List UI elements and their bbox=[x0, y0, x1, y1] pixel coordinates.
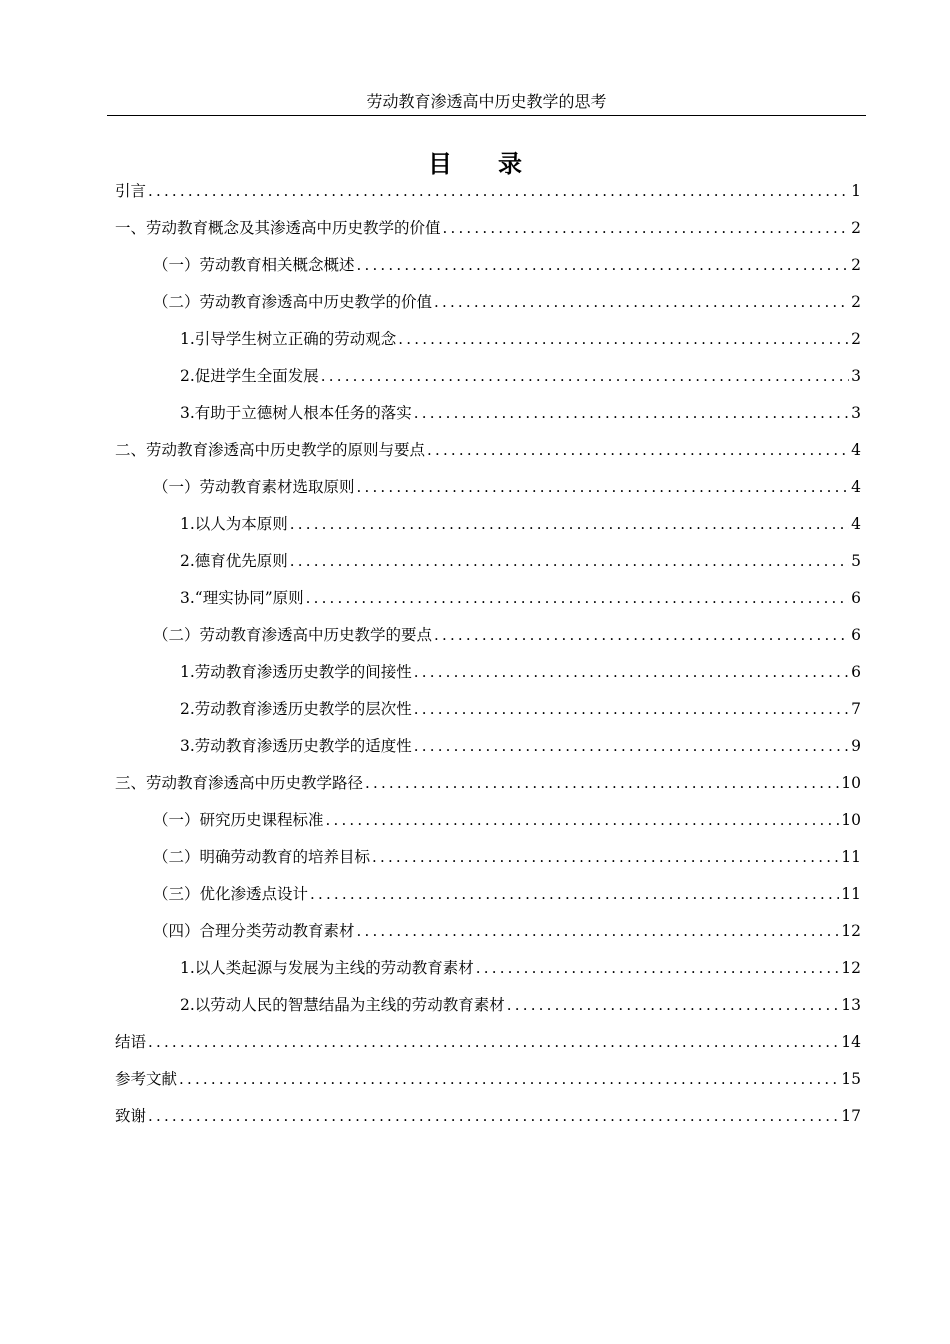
toc-page-number: 4 bbox=[851, 515, 861, 533]
toc-leader-dots bbox=[321, 365, 849, 387]
toc-page-number: 2 bbox=[851, 330, 861, 348]
toc-entry[interactable] bbox=[115, 698, 861, 735]
toc-page-number: 9 bbox=[851, 737, 861, 755]
toc-entry-text: （二）劳动教育渗透高中历史教学的要点 bbox=[153, 626, 433, 644]
toc-entry-text: 1.引导学生树立正确的劳动观念 bbox=[180, 330, 397, 348]
toc-leader-dots bbox=[357, 476, 850, 498]
toc-entry[interactable] bbox=[115, 1068, 861, 1105]
toc-entry[interactable] bbox=[115, 735, 861, 772]
toc-entry[interactable] bbox=[115, 1031, 861, 1068]
toc-leader-dots bbox=[476, 957, 839, 979]
toc-page-number: 3 bbox=[851, 404, 861, 422]
toc-leader-dots bbox=[357, 254, 850, 276]
toc-entry[interactable] bbox=[115, 254, 861, 291]
toc-entry[interactable] bbox=[115, 661, 861, 698]
toc-page-number: 13 bbox=[841, 996, 861, 1014]
toc-entry-text: 2.德育优先原则 bbox=[180, 552, 288, 570]
toc-entry-text: （一）研究历史课程标准 bbox=[153, 811, 324, 829]
toc-entry-text: （二）明确劳动教育的培养目标 bbox=[153, 848, 371, 866]
toc-leader-dots bbox=[414, 661, 849, 683]
toc-entry[interactable] bbox=[115, 994, 861, 1031]
toc-entry-text: 三、劳动教育渗透高中历史教学路径 bbox=[115, 774, 364, 792]
toc-entry[interactable] bbox=[115, 957, 861, 994]
toc-page-number: 11 bbox=[841, 848, 861, 866]
toc-entry-text: 引言 bbox=[115, 182, 147, 200]
toc-leader-dots bbox=[372, 846, 839, 868]
toc-page-number: 2 bbox=[851, 293, 861, 311]
toc-page-number: 6 bbox=[851, 663, 861, 681]
toc-page-number: 3 bbox=[851, 367, 861, 385]
toc-entry-text: 结语 bbox=[115, 1033, 147, 1051]
toc-leader-dots bbox=[310, 883, 839, 905]
toc-page-number: 5 bbox=[851, 552, 861, 570]
toc-entry[interactable] bbox=[115, 846, 861, 883]
toc-leader-dots bbox=[443, 217, 850, 239]
toc-page-number: 6 bbox=[851, 589, 861, 607]
toc-entry-text: （二）劳动教育渗透高中历史教学的价值 bbox=[153, 293, 433, 311]
toc-leader-dots bbox=[414, 402, 849, 424]
toc-leader-dots bbox=[414, 735, 849, 757]
toc-entry[interactable] bbox=[115, 513, 861, 550]
toc-page-number: 10 bbox=[841, 811, 861, 829]
toc-leader-dots bbox=[290, 550, 849, 572]
toc-leader-dots bbox=[507, 994, 839, 1016]
toc-entry[interactable] bbox=[115, 402, 861, 439]
toc-page-number: 12 bbox=[841, 922, 861, 940]
toc-page-number: 4 bbox=[851, 441, 861, 459]
toc-entry-text: 二、劳动教育渗透高中历史教学的原则与要点 bbox=[115, 441, 426, 459]
toc-entry[interactable] bbox=[115, 883, 861, 920]
toc-title: 目录 bbox=[428, 149, 568, 178]
toc-entry[interactable] bbox=[115, 920, 861, 957]
toc-page-number: 12 bbox=[841, 959, 861, 977]
toc-entry[interactable] bbox=[115, 217, 861, 254]
toc-entry[interactable] bbox=[115, 550, 861, 587]
toc-entry-text: 1.劳动教育渗透历史教学的间接性 bbox=[180, 663, 412, 681]
toc-entry-text: 1.以人为本原则 bbox=[180, 515, 288, 533]
toc-entry[interactable] bbox=[115, 439, 861, 476]
toc-entry[interactable] bbox=[115, 365, 861, 402]
toc-leader-dots bbox=[398, 328, 849, 350]
running-header-title: 劳动教育渗透高中历史教学的思考 bbox=[366, 92, 607, 111]
toc-entry-text: （一）劳动教育相关概念概述 bbox=[153, 256, 355, 274]
toc-entry-text: 一、劳动教育概念及其渗透高中历史教学的价值 bbox=[115, 219, 441, 237]
toc-page-number: 2 bbox=[851, 219, 861, 237]
toc-entry-text: 致谢 bbox=[115, 1107, 147, 1125]
toc-entry[interactable] bbox=[115, 328, 861, 365]
toc-entry-text: （四）合理分类劳动教育素材 bbox=[153, 922, 355, 940]
toc-entry[interactable] bbox=[115, 476, 861, 513]
toc-page-number: 1 bbox=[851, 182, 861, 200]
toc-page-number: 11 bbox=[841, 885, 861, 903]
toc-entry-text: 2.促进学生全面发展 bbox=[180, 367, 319, 385]
toc-leader-dots bbox=[326, 809, 840, 831]
toc-page-number: 17 bbox=[841, 1107, 861, 1125]
toc-page-number: 15 bbox=[841, 1070, 861, 1088]
toc-leader-dots bbox=[306, 587, 849, 609]
toc-leader-dots bbox=[434, 291, 849, 313]
toc-leader-dots bbox=[290, 513, 849, 535]
toc-entry[interactable] bbox=[115, 291, 861, 328]
toc-entry[interactable] bbox=[115, 587, 861, 624]
toc-page-number: 2 bbox=[851, 256, 861, 274]
toc-entry-text: 2.以劳动人民的智慧结晶为主线的劳动教育素材 bbox=[180, 996, 505, 1014]
toc-leader-dots bbox=[365, 772, 839, 794]
toc-entry-text: 3.“理实协同”原则 bbox=[180, 589, 304, 607]
toc-entry[interactable] bbox=[115, 180, 861, 217]
toc-page-number: 10 bbox=[841, 774, 861, 792]
toc-leader-dots bbox=[357, 920, 840, 942]
toc-leader-dots bbox=[148, 1105, 839, 1127]
toc-entry-text: 参考文献 bbox=[115, 1070, 178, 1088]
toc-leader-dots bbox=[148, 1031, 839, 1053]
table-of-contents bbox=[115, 180, 861, 1142]
toc-leader-dots bbox=[427, 439, 849, 461]
toc-page-number: 6 bbox=[851, 626, 861, 644]
toc-leader-dots bbox=[148, 180, 849, 202]
toc-leader-dots bbox=[414, 698, 849, 720]
toc-entry-text: 3.有助于立德树人根本任务的落实 bbox=[180, 404, 412, 422]
toc-entry-text: （三）优化渗透点设计 bbox=[153, 885, 309, 903]
toc-entry-text: （一）劳动教育素材选取原则 bbox=[153, 478, 355, 496]
toc-entry[interactable] bbox=[115, 1105, 861, 1142]
toc-entry-text: 1.以人类起源与发展为主线的劳动教育素材 bbox=[180, 959, 474, 977]
toc-leader-dots bbox=[434, 624, 849, 646]
toc-entry[interactable] bbox=[115, 772, 861, 809]
toc-entry-text: 2.劳动教育渗透历史教学的层次性 bbox=[180, 700, 412, 718]
toc-leader-dots bbox=[179, 1068, 839, 1090]
toc-page-number: 4 bbox=[851, 478, 861, 496]
toc-entry[interactable] bbox=[115, 624, 861, 661]
running-header bbox=[107, 88, 866, 116]
toc-page-number: 7 bbox=[851, 700, 861, 718]
toc-entry-text: 3.劳动教育渗透历史教学的适度性 bbox=[180, 737, 412, 755]
toc-page-number: 14 bbox=[841, 1033, 861, 1051]
toc-entry[interactable] bbox=[115, 809, 861, 846]
